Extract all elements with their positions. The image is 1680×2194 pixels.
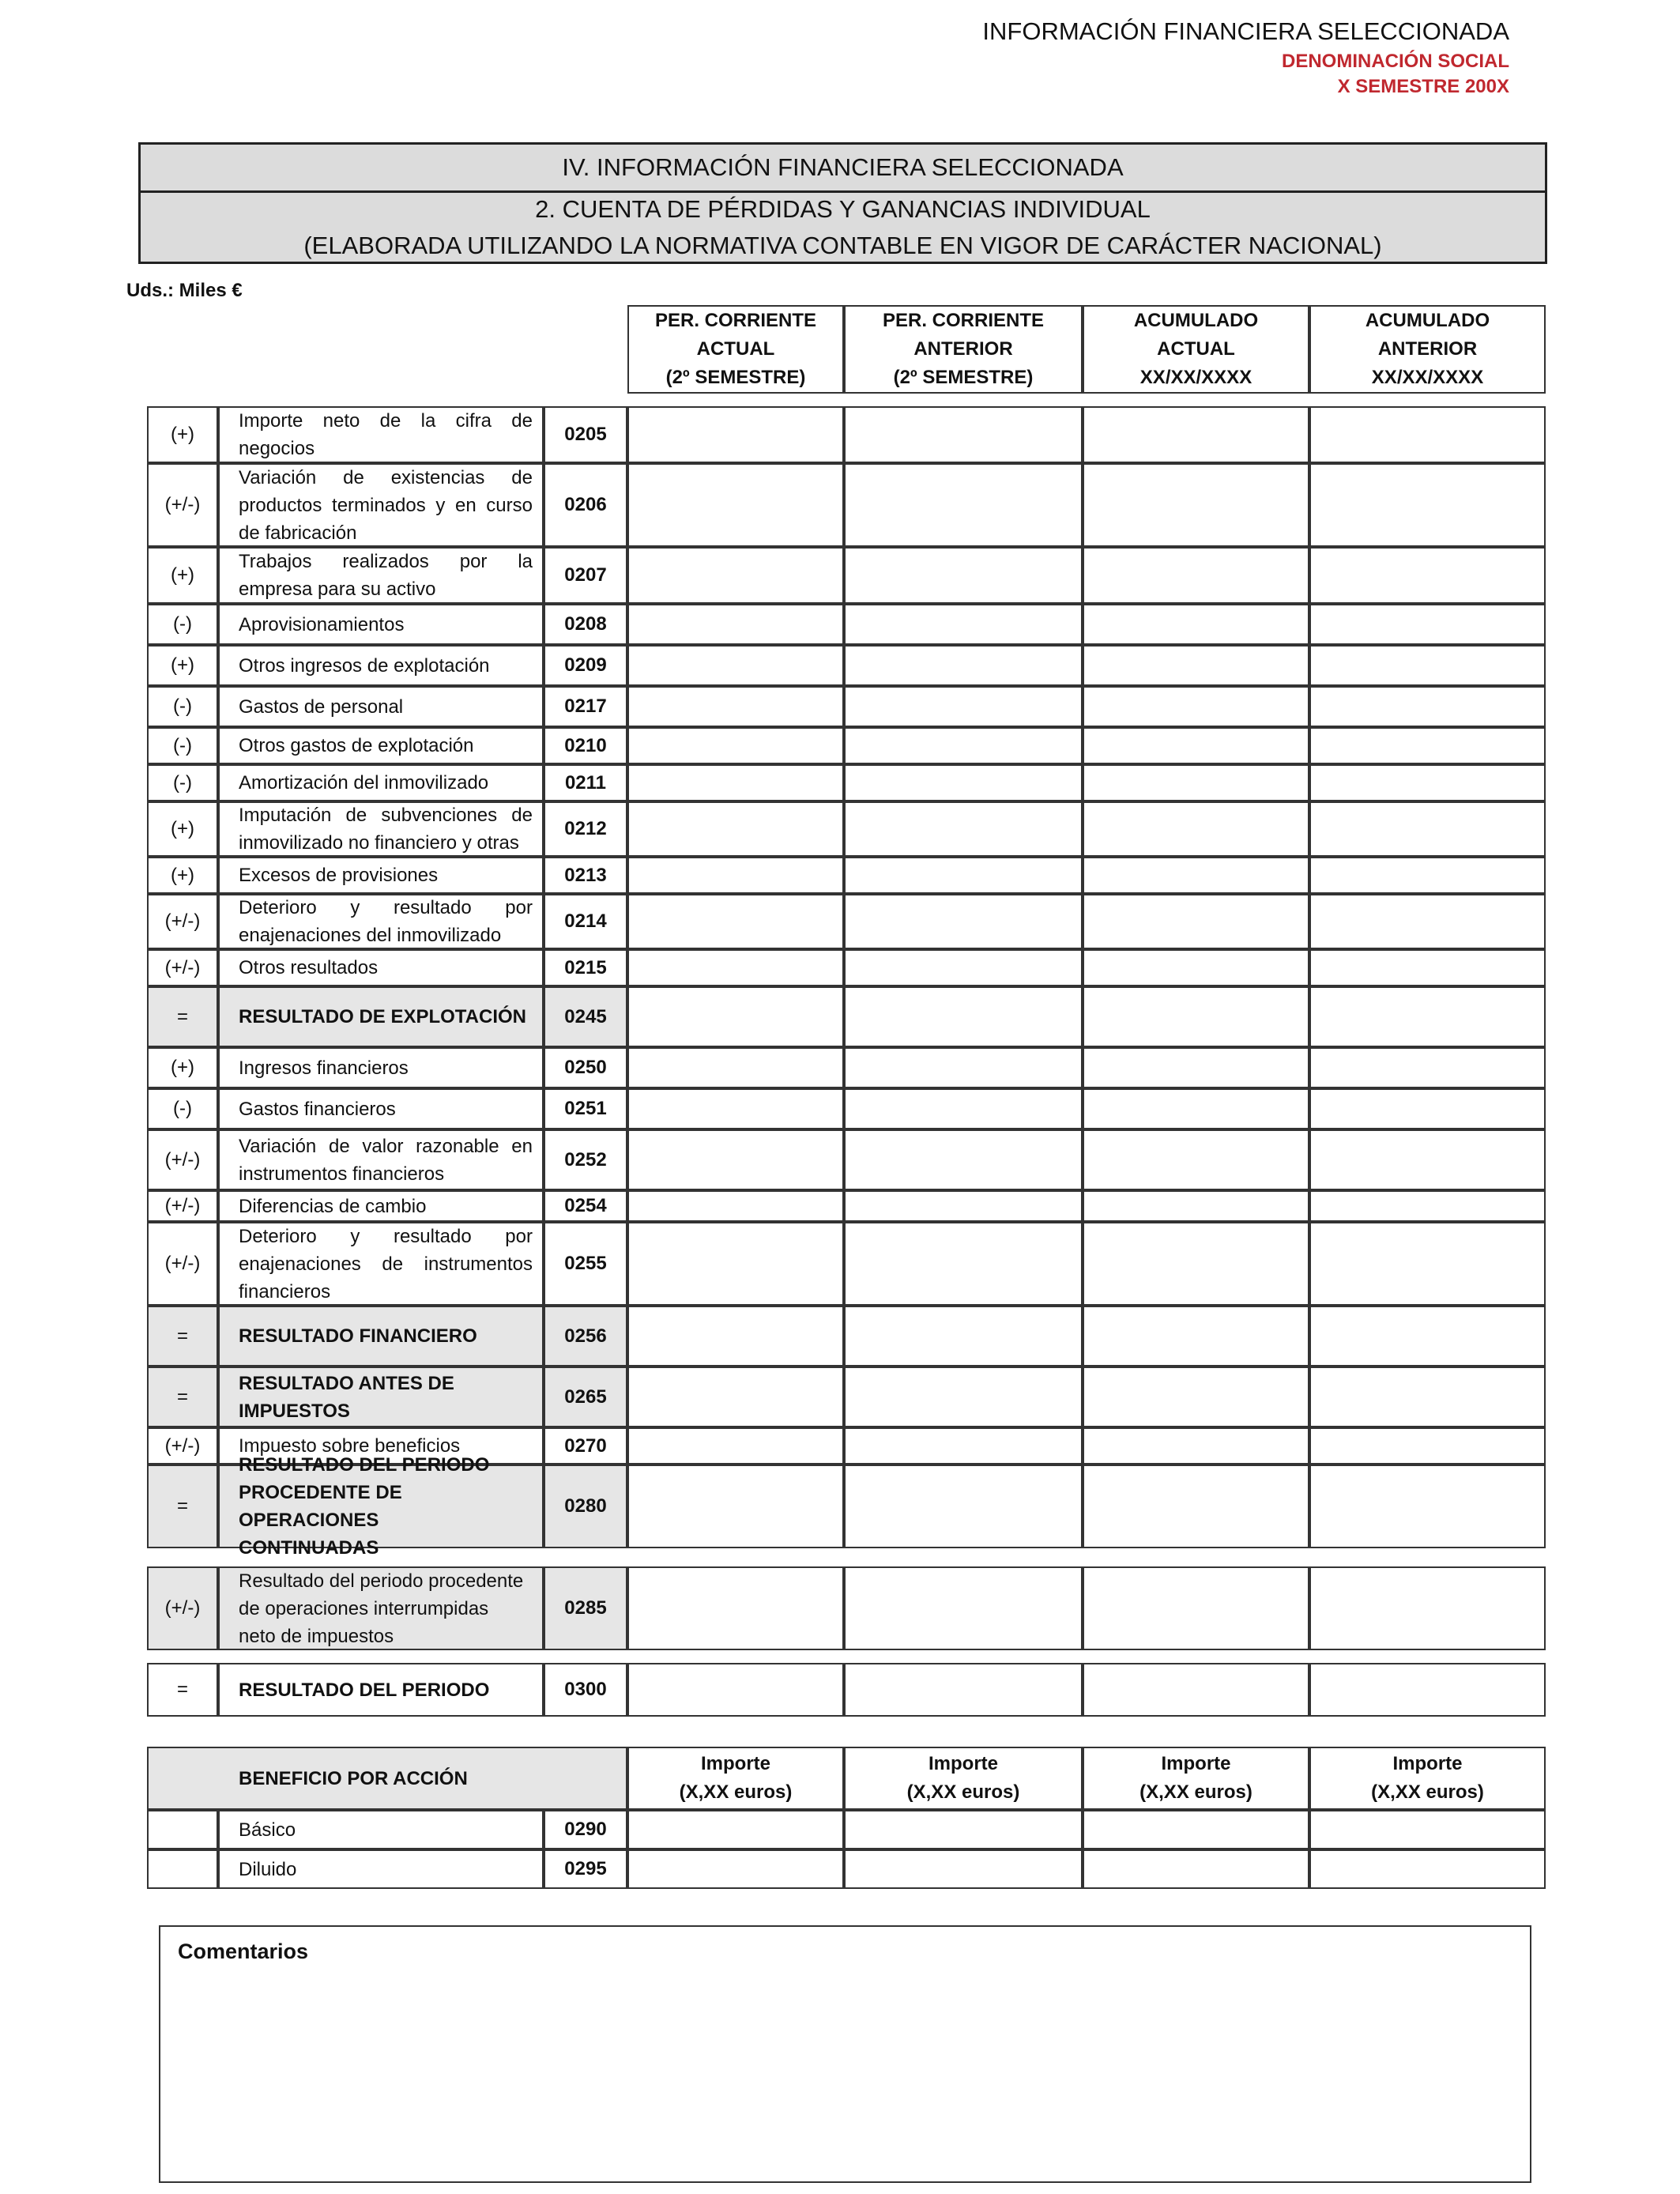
- value-input-cell[interactable]: [1309, 949, 1546, 986]
- value-input-cell[interactable]: [844, 547, 1083, 604]
- value-input-cell[interactable]: [1083, 1222, 1309, 1306]
- value-input-cell[interactable]: [1083, 1088, 1309, 1129]
- column-header: [1309, 305, 1546, 394]
- row-label-line: empresa para su activo: [239, 579, 436, 600]
- value-input-cell[interactable]: [627, 894, 844, 949]
- value-input-cell[interactable]: [1309, 986, 1546, 1047]
- section-title: IV. INFORMACIÓN FINANCIERA SELECCIONADA: [141, 145, 1545, 193]
- value-input-cell[interactable]: [1083, 1663, 1309, 1717]
- row-code: 0252: [544, 1129, 627, 1190]
- eps-value-input-cell[interactable]: [1083, 1849, 1309, 1889]
- eps-row-label: Diluido: [218, 1849, 544, 1889]
- value-input-cell[interactable]: [1083, 1306, 1309, 1367]
- row-label-line: Impuesto sobre beneficios: [239, 1435, 461, 1457]
- value-input-cell[interactable]: [627, 1465, 844, 1548]
- row-code: 0212: [544, 801, 627, 857]
- value-input-cell[interactable]: [627, 986, 844, 1047]
- column-header-line: (2º SEMESTRE): [665, 367, 806, 388]
- value-input-cell[interactable]: [1083, 1047, 1309, 1088]
- value-input-cell[interactable]: [1309, 1427, 1546, 1465]
- row-description: [218, 686, 544, 727]
- row-code: 0256: [544, 1306, 627, 1367]
- row-sign: (+): [147, 801, 218, 857]
- value-input-cell[interactable]: [844, 1663, 1083, 1717]
- row-sign: (-): [147, 1088, 218, 1129]
- row-label-line: negocios: [239, 438, 315, 459]
- value-input-cell[interactable]: [1309, 1129, 1546, 1190]
- row-sign: (+): [147, 645, 218, 686]
- row-description: [218, 1088, 544, 1129]
- eps-row-code: 0290: [544, 1810, 627, 1849]
- eps-column-header: [627, 1747, 844, 1810]
- row-description: [218, 949, 544, 986]
- value-input-cell[interactable]: [844, 406, 1083, 463]
- row-label-line: Resultado del periodo procedente: [239, 1570, 524, 1592]
- eps-column-header-line: Importe: [1392, 1753, 1463, 1774]
- value-input-cell[interactable]: [627, 463, 844, 547]
- value-input-cell[interactable]: [1083, 1129, 1309, 1190]
- row-code: 0250: [544, 1047, 627, 1088]
- row-label-line: RESULTADO ANTES DE: [239, 1372, 454, 1394]
- value-input-cell[interactable]: [1309, 463, 1546, 547]
- value-input-cell[interactable]: [627, 604, 844, 645]
- value-input-cell[interactable]: [844, 1465, 1083, 1548]
- value-input-cell[interactable]: [627, 547, 844, 604]
- row-label-line: de fabricación: [239, 522, 357, 544]
- row-sign: (+/-): [147, 1427, 218, 1465]
- row-label-line: Otros resultados: [239, 957, 379, 978]
- eps-value-input-cell[interactable]: [1309, 1849, 1546, 1889]
- eps-column-header-line: Importe: [700, 1753, 770, 1774]
- value-input-cell[interactable]: [1083, 463, 1309, 547]
- value-input-cell[interactable]: [1083, 727, 1309, 764]
- value-input-cell[interactable]: [627, 645, 844, 686]
- value-input-cell[interactable]: [1083, 1190, 1309, 1222]
- eps-column-header: [1083, 1747, 1309, 1810]
- column-header-line: ACTUAL: [696, 338, 775, 360]
- value-input-cell[interactable]: [844, 1222, 1083, 1306]
- row-description: [218, 986, 544, 1047]
- value-input-cell[interactable]: [627, 1222, 844, 1306]
- value-input-cell[interactable]: [627, 764, 844, 801]
- value-input-cell[interactable]: [1083, 686, 1309, 727]
- row-sign: (+/-): [147, 1190, 218, 1222]
- value-input-cell[interactable]: [627, 949, 844, 986]
- statement-title: [141, 193, 1545, 262]
- value-input-cell[interactable]: [844, 645, 1083, 686]
- value-input-cell[interactable]: [1309, 686, 1546, 727]
- row-description: [218, 1222, 544, 1306]
- value-input-cell[interactable]: [1083, 764, 1309, 801]
- row-description: [218, 894, 544, 949]
- row-sign: (+/-): [147, 949, 218, 986]
- value-input-cell[interactable]: [1309, 547, 1546, 604]
- eps-column-header-line: Importe: [928, 1753, 998, 1774]
- row-code: 0217: [544, 686, 627, 727]
- page-header-title: INFORMACIÓN FINANCIERA SELECCIONADA: [982, 17, 1509, 45]
- row-sign: (+): [147, 547, 218, 604]
- row-sign: (+/-): [147, 1222, 218, 1306]
- row-label-line: financieros: [239, 1280, 331, 1302]
- eps-column-header: [844, 1747, 1083, 1810]
- value-input-cell[interactable]: [844, 1306, 1083, 1367]
- value-input-cell[interactable]: [1083, 1427, 1309, 1465]
- eps-value-input-cell[interactable]: [1309, 1810, 1546, 1849]
- row-label-line: PROCEDENTE DE OPERACIONES: [239, 1482, 402, 1531]
- row-sign: =: [147, 1306, 218, 1367]
- row-sign: (+): [147, 1047, 218, 1088]
- row-code: 0206: [544, 463, 627, 547]
- eps-label: BENEFICIO POR ACCIÓN: [239, 1767, 468, 1789]
- column-header-line: ACTUAL: [1157, 338, 1235, 360]
- value-input-cell[interactable]: [1309, 1367, 1546, 1427]
- row-label-line: Importe neto de la cifra de: [239, 410, 533, 432]
- row-label-line: Gastos de personal: [239, 696, 404, 718]
- row-code: 0211: [544, 764, 627, 801]
- row-sign: =: [147, 1663, 218, 1717]
- row-code: 0255: [544, 1222, 627, 1306]
- row-label-line: Ingresos financieros: [239, 1057, 409, 1079]
- value-input-cell[interactable]: [627, 1367, 844, 1427]
- row-code: 0213: [544, 857, 627, 894]
- eps-value-input-cell[interactable]: [1083, 1810, 1309, 1849]
- row-label-line: Otros ingresos de explotación: [239, 654, 490, 677]
- column-header: [1083, 305, 1309, 394]
- row-description: [218, 645, 544, 686]
- value-input-cell[interactable]: [1083, 1566, 1309, 1650]
- value-input-cell[interactable]: [844, 801, 1083, 857]
- value-input-cell[interactable]: [1309, 1465, 1546, 1548]
- row-label-line: enajenaciones de instrumentos: [239, 1253, 533, 1275]
- value-input-cell[interactable]: [844, 986, 1083, 1047]
- comments-box[interactable]: [159, 1925, 1531, 2183]
- value-input-cell[interactable]: [1309, 801, 1546, 857]
- row-label-line: Deterioro y resultado por: [239, 897, 533, 918]
- value-input-cell[interactable]: [1309, 645, 1546, 686]
- value-input-cell[interactable]: [844, 1047, 1083, 1088]
- row-sign: (+/-): [147, 1566, 218, 1650]
- eps-column-header-line: (X,XX euros): [1371, 1781, 1484, 1803]
- value-input-cell[interactable]: [627, 1190, 844, 1222]
- value-input-cell[interactable]: [627, 801, 844, 857]
- value-input-cell[interactable]: [1083, 801, 1309, 857]
- eps-row-code: 0295: [544, 1849, 627, 1889]
- row-sign: (+/-): [147, 463, 218, 547]
- value-input-cell[interactable]: [844, 1367, 1083, 1427]
- row-label-line: de operaciones interrumpidas: [239, 1597, 489, 1619]
- row-sign: (-): [147, 764, 218, 801]
- row-description: [218, 857, 544, 894]
- row-label-line: RESULTADO FINANCIERO: [239, 1325, 477, 1347]
- value-input-cell[interactable]: [1083, 1367, 1309, 1427]
- value-input-cell[interactable]: [627, 1129, 844, 1190]
- value-input-cell[interactable]: [1309, 727, 1546, 764]
- value-input-cell[interactable]: [844, 604, 1083, 645]
- statement-note: (ELABORADA UTILIZANDO LA NORMATIVA CONTABLE EN VIGOR DE CARÁCTER NACIONAL): [303, 231, 1382, 259]
- value-input-cell[interactable]: [1309, 1047, 1546, 1088]
- value-input-cell[interactable]: [1083, 406, 1309, 463]
- row-code: 0208: [544, 604, 627, 645]
- value-input-cell[interactable]: [1083, 857, 1309, 894]
- value-input-cell[interactable]: [1309, 764, 1546, 801]
- value-input-cell[interactable]: [627, 857, 844, 894]
- row-label-line: Otros gastos de explotación: [239, 735, 474, 756]
- column-header-line: XX/XX/XXXX: [1139, 367, 1252, 388]
- value-input-cell[interactable]: [627, 406, 844, 463]
- value-input-cell[interactable]: [627, 1088, 844, 1129]
- row-sign: =: [147, 986, 218, 1047]
- row-sign: (-): [147, 604, 218, 645]
- row-label-line: Deterioro y resultado por: [239, 1225, 533, 1247]
- row-description: [218, 547, 544, 604]
- value-input-cell[interactable]: [1083, 604, 1309, 645]
- row-sign: =: [147, 1367, 218, 1427]
- row-description: [218, 727, 544, 764]
- row-description: [218, 463, 544, 547]
- value-input-cell[interactable]: [1309, 857, 1546, 894]
- row-sign: (+/-): [147, 1129, 218, 1190]
- row-label-line: CONTINUADAS: [239, 1537, 379, 1559]
- value-input-cell[interactable]: [627, 1566, 844, 1650]
- value-input-cell[interactable]: [844, 1566, 1083, 1650]
- value-input-cell[interactable]: [1083, 986, 1309, 1047]
- row-description: [218, 764, 544, 801]
- row-code: 0265: [544, 1367, 627, 1427]
- eps-value-input-cell[interactable]: [844, 1810, 1083, 1849]
- value-input-cell[interactable]: [1309, 1088, 1546, 1129]
- row-code: 0254: [544, 1190, 627, 1222]
- units-label: Uds.: Miles €: [126, 280, 243, 301]
- row-description: [218, 801, 544, 857]
- row-description: [218, 1454, 544, 1559]
- row-description: [218, 1367, 544, 1427]
- row-sign: (-): [147, 727, 218, 764]
- row-sign: =: [147, 1465, 218, 1548]
- comments-label: Comentarios: [178, 1940, 309, 1963]
- row-label-line: productos terminados y en curso: [239, 494, 533, 516]
- column-header-line: PER. CORRIENTE: [654, 310, 817, 331]
- value-input-cell[interactable]: [1083, 547, 1309, 604]
- row-description: [218, 1566, 544, 1650]
- column-header: [844, 305, 1083, 394]
- row-label-line: Variación de existencias de: [239, 466, 533, 488]
- row-label-line: Imputación de subvenciones de: [239, 805, 533, 826]
- value-input-cell[interactable]: [627, 727, 844, 764]
- row-sign: (+): [147, 857, 218, 894]
- row-code: 0205: [544, 406, 627, 463]
- row-description: [218, 1047, 544, 1088]
- row-code: 0251: [544, 1088, 627, 1129]
- value-input-cell[interactable]: [844, 1190, 1083, 1222]
- row-label-line: RESULTADO DEL PERIODO: [239, 1679, 490, 1701]
- value-input-cell[interactable]: [1083, 949, 1309, 986]
- eps-value-input-cell[interactable]: [844, 1849, 1083, 1889]
- row-code: 0210: [544, 727, 627, 764]
- column-header-line: ANTERIOR: [913, 338, 1013, 360]
- eps-row-sign: [147, 1810, 218, 1849]
- row-label-line: RESULTADO DE EXPLOTACIÓN: [239, 1006, 527, 1027]
- column-header-line: XX/XX/XXXX: [1371, 367, 1484, 388]
- row-description: [218, 406, 544, 463]
- row-label-line: instrumentos financieros: [239, 1163, 445, 1185]
- company-name: DENOMINACIÓN SOCIAL: [1282, 51, 1509, 72]
- eps-column-header-line: (X,XX euros): [906, 1781, 1020, 1803]
- row-sign: (+): [147, 406, 218, 463]
- value-input-cell[interactable]: [844, 1088, 1083, 1129]
- column-header-line: (2º SEMESTRE): [893, 367, 1034, 388]
- eps-row-label: Básico: [218, 1810, 544, 1849]
- row-label-line: RESULTADO DEL PERIODO: [239, 1454, 490, 1476]
- row-code: 0270: [544, 1427, 627, 1465]
- eps-column-header-line: (X,XX euros): [679, 1781, 793, 1803]
- value-input-cell[interactable]: [1309, 1222, 1546, 1306]
- row-label-line: Amortización del inmovilizado: [239, 772, 489, 794]
- value-input-cell[interactable]: [627, 1047, 844, 1088]
- row-label-line: Variación de valor razonable en: [239, 1135, 533, 1157]
- eps-header: [147, 1747, 627, 1810]
- column-header: [627, 305, 844, 394]
- value-input-cell[interactable]: [1309, 1566, 1546, 1650]
- row-label-line: Diferencias de cambio: [239, 1195, 427, 1217]
- column-header-line: PER. CORRIENTE: [882, 310, 1045, 331]
- section-title-box: [138, 142, 1547, 264]
- row-sign: (-): [147, 686, 218, 727]
- row-code: 0215: [544, 949, 627, 986]
- value-input-cell[interactable]: [1309, 894, 1546, 949]
- value-input-cell[interactable]: [1309, 406, 1546, 463]
- row-label-line: enajenaciones del inmovilizado: [239, 925, 502, 946]
- value-input-cell[interactable]: [844, 894, 1083, 949]
- column-header-line: ACUMULADO: [1133, 310, 1259, 331]
- row-description: [218, 1306, 544, 1367]
- row-sign: (+/-): [147, 894, 218, 949]
- value-input-cell[interactable]: [1309, 1190, 1546, 1222]
- value-input-cell[interactable]: [1083, 645, 1309, 686]
- value-input-cell[interactable]: [844, 727, 1083, 764]
- reporting-period: X SEMESTRE 200X: [1337, 76, 1509, 97]
- value-input-cell[interactable]: [627, 686, 844, 727]
- value-input-cell[interactable]: [627, 1427, 844, 1465]
- column-header-line: ANTERIOR: [1377, 338, 1478, 360]
- value-input-cell[interactable]: [844, 857, 1083, 894]
- value-input-cell[interactable]: [1309, 1663, 1546, 1717]
- value-input-cell[interactable]: [844, 764, 1083, 801]
- eps-value-input-cell[interactable]: [627, 1849, 844, 1889]
- eps-row-sign: [147, 1849, 218, 1889]
- value-input-cell[interactable]: [844, 949, 1083, 986]
- row-label-line: inmovilizado no financiero y otras: [239, 832, 519, 854]
- value-input-cell[interactable]: [1309, 1306, 1546, 1367]
- row-code: 0300: [544, 1663, 627, 1717]
- value-input-cell[interactable]: [627, 1663, 844, 1717]
- row-label-line: Aprovisionamientos: [239, 613, 405, 635]
- row-code: 0245: [544, 986, 627, 1047]
- row-code: 0209: [544, 645, 627, 686]
- value-input-cell[interactable]: [844, 686, 1083, 727]
- row-code: 0207: [544, 547, 627, 604]
- row-label-line: IMPUESTOS: [239, 1400, 350, 1422]
- row-label-line: Excesos de provisiones: [239, 865, 439, 886]
- row-code: 0285: [544, 1566, 627, 1650]
- eps-value-input-cell[interactable]: [627, 1810, 844, 1849]
- eps-column-header-line: Importe: [1161, 1753, 1231, 1774]
- value-input-cell[interactable]: [627, 1306, 844, 1367]
- statement-subtitle: 2. CUENTA DE PÉRDIDAS Y GANANCIAS INDIVIDUAL: [535, 194, 1151, 223]
- column-header-line: ACUMULADO: [1365, 310, 1490, 331]
- eps-column-header-line: (X,XX euros): [1139, 1781, 1252, 1803]
- value-input-cell[interactable]: [844, 1129, 1083, 1190]
- row-label-line: neto de impuestos: [239, 1625, 394, 1647]
- row-description: [218, 604, 544, 645]
- row-description: [218, 1663, 544, 1717]
- value-input-cell[interactable]: [1083, 894, 1309, 949]
- eps-column-header: [1309, 1747, 1546, 1810]
- value-input-cell[interactable]: [844, 463, 1083, 547]
- value-input-cell[interactable]: [1309, 604, 1546, 645]
- value-input-cell[interactable]: [844, 1427, 1083, 1465]
- row-description: [218, 1129, 544, 1190]
- row-description: [218, 1190, 544, 1222]
- row-code: 0280: [544, 1465, 627, 1548]
- row-code: 0214: [544, 894, 627, 949]
- row-label-line: Gastos financieros: [239, 1098, 396, 1120]
- row-label-line: Trabajos realizados por la: [239, 551, 533, 572]
- value-input-cell[interactable]: [1083, 1465, 1309, 1548]
